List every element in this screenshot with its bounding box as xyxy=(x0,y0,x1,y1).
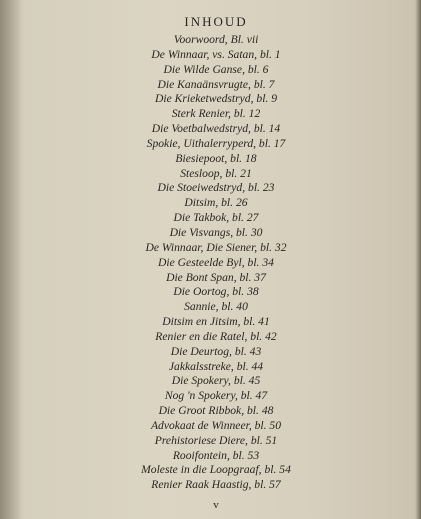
toc-entry: Biesiepoot, bl. 18 xyxy=(175,151,257,165)
toc-entry: Voorwoord, Bl. vii xyxy=(173,33,259,46)
toc-entry: Ditsim en Jitsim, bl. 41 xyxy=(162,315,270,329)
toc-entry: De Winnaar, Die Siener, bl. 32 xyxy=(145,240,287,254)
toc-entry: Die Spokery, bl. 45 xyxy=(171,374,261,388)
toc-entry: Moleste in die Loopgraaf, bl. 54 xyxy=(141,463,291,477)
toc-entry: Die Stoeiwedstryd, bl. 23 xyxy=(157,181,275,195)
toc-entry: Sterk Renier, bl. 12 xyxy=(171,107,261,121)
toc-entry: Die Krieketwedstryd, bl. 9 xyxy=(154,92,278,106)
toc-entry: Advokaat de Winneer, bl. 50 xyxy=(150,418,282,432)
toc-entry: Renier Raak Haastig, bl. 57 xyxy=(151,478,281,492)
toc-entry: Prehistoriese Diere, bl. 51 xyxy=(154,433,278,447)
toc-entry: Die Voetbalwedstryd, bl. 14 xyxy=(151,122,281,136)
toc-entry: Die Gesteelde Byl, bl. 34 xyxy=(158,255,274,269)
toc-entry: Renier en die Ratel, bl. 42 xyxy=(155,329,277,343)
page-number: v xyxy=(213,499,219,511)
toc-entry: Die Deurtog, bl. 43 xyxy=(170,344,262,358)
toc-entry: Jakkalsstreke, bl. 44 xyxy=(168,359,264,373)
toc-entry: Stesloop, bl. 21 xyxy=(180,166,252,180)
toc-entry: De Winnaar, vs. Satan, bl. 1 xyxy=(151,47,281,61)
toc-entry: Die Wilde Ganse, bl. 6 xyxy=(163,62,269,76)
page-title: INHOUD xyxy=(184,14,248,29)
toc-entry: Die Groot Ribbok, bl. 48 xyxy=(158,404,274,418)
toc-entry: Sannie, bl. 40 xyxy=(184,300,248,314)
toc-entry: Spokie, Uithalerryperd, bl. 17 xyxy=(146,136,286,150)
toc-entry: Rooifontein, bl. 53 xyxy=(172,448,260,462)
toc-entry: Nog 'n Spokery, bl. 47 xyxy=(164,389,268,403)
toc-entry: Die Kanaänsvrugte, bl. 7 xyxy=(157,77,275,91)
toc-entry: Ditsim, bl. 26 xyxy=(184,196,248,210)
toc-entry: Die Visvangs, bl. 30 xyxy=(169,225,263,239)
table-of-contents xyxy=(0,33,421,493)
toc-entry: Die Bont Span, bl. 37 xyxy=(166,270,266,284)
toc-entry: Die Oortog, bl. 38 xyxy=(173,285,259,299)
toc-entry: Die Takbok, bl. 27 xyxy=(173,211,259,225)
